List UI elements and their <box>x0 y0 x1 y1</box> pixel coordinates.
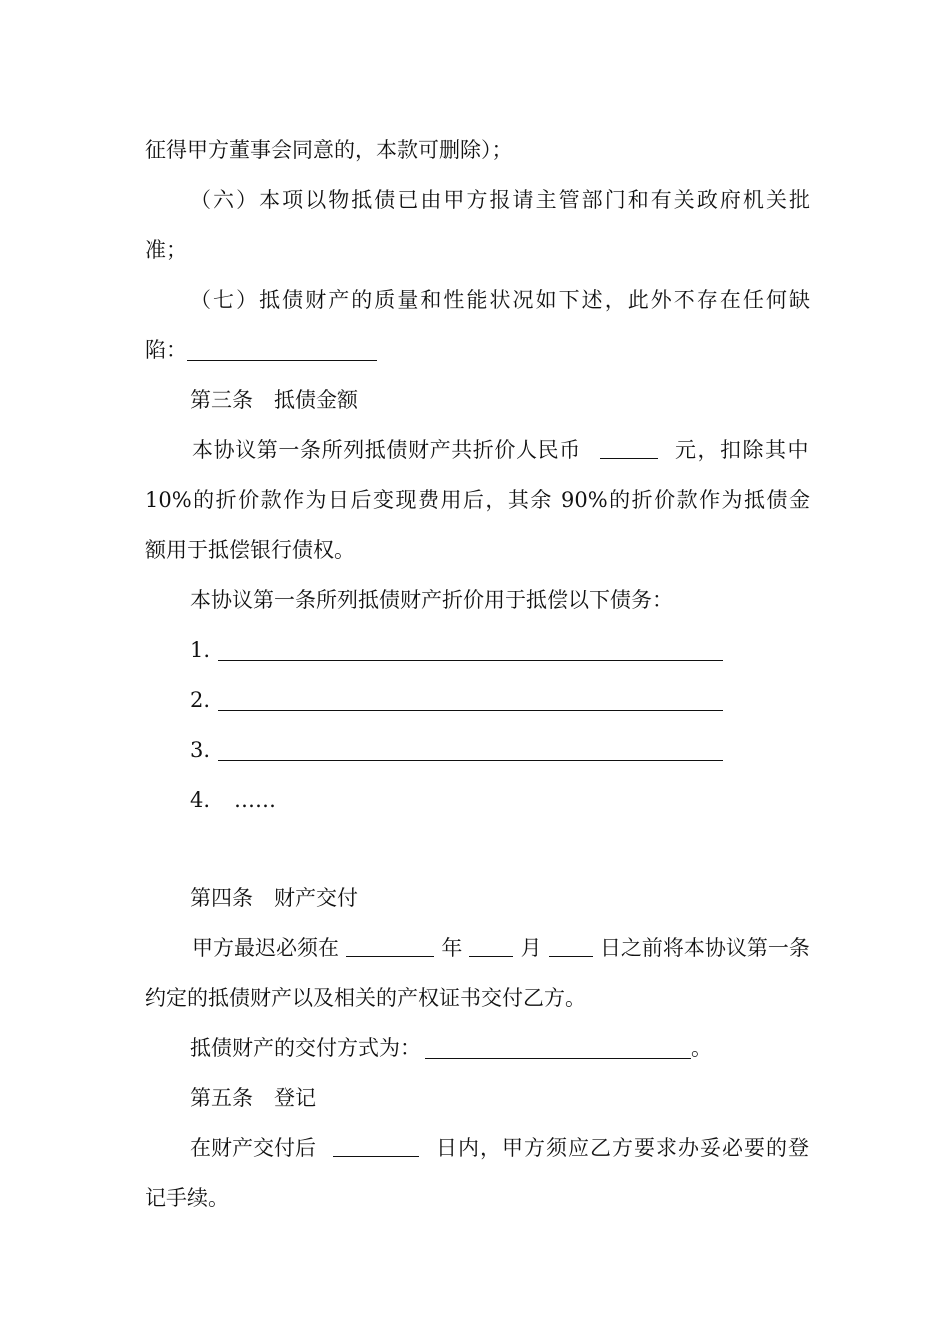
delivery-method-label: 抵债财产的交付方式为： <box>190 1036 421 1060</box>
month-blank <box>469 934 513 957</box>
clause-7-prefix: 陷： <box>145 338 187 362</box>
article-5-line-2: 记手续。 <box>145 1186 229 1210</box>
debt-item <box>190 636 810 664</box>
article-4-day: 日之前将本协议第一条 <box>599 936 810 960</box>
article-4-year: 年 <box>441 936 463 960</box>
debt-blank <box>218 688 723 711</box>
day-blank <box>549 934 593 957</box>
debt-number: 2. <box>190 688 211 712</box>
debt-item <box>190 786 810 814</box>
article-3-text-b: 元，扣除其中 <box>675 438 810 462</box>
debt-blank <box>218 638 723 661</box>
article-3-debts-intro: 本协议第一条所列抵债财产折价用于抵偿以下债务： <box>190 588 673 612</box>
article-4-heading: 第四条 财产交付 <box>190 886 358 910</box>
debt-number: 1. <box>190 638 211 662</box>
article-5-line-1 <box>190 1134 810 1162</box>
article-4-line-2: 约定的抵债财产以及相关的产权证书交付乙方。 <box>145 986 586 1010</box>
debt-number: 3. <box>190 738 211 762</box>
article-3-text-a: 本协议第一条所列抵债财产共折价人民币 <box>192 438 581 462</box>
article-3-line-2: 10%的折价款作为日后变现费用后，其余 90%的折价款作为抵债金 <box>145 488 810 512</box>
clause-6-line-1: （六）本项以物抵债已由甲方报请主管部门和有关政府机关批 <box>190 188 810 212</box>
debt-item <box>190 736 810 764</box>
clause-7-line-2 <box>145 336 810 364</box>
article-3-line-1 <box>192 436 810 464</box>
article-5-text-a: 在财产交付后 <box>190 1136 316 1160</box>
delivery-method-line <box>190 1034 810 1062</box>
article-5-text-b: 日内，甲方须应乙方要求办妥必要的登 <box>436 1136 810 1160</box>
article-3-heading: 第三条 抵债金额 <box>190 388 358 412</box>
paragraph-line: 征得甲方董事会同意的，本款可删除）； <box>145 138 513 162</box>
article-4-month: 月 <box>520 936 542 960</box>
debt-ellipsis: …… <box>234 788 276 812</box>
debt-item <box>190 686 810 714</box>
clause-6-line-2: 准； <box>145 238 187 262</box>
year-blank <box>346 934 434 957</box>
defect-blank <box>187 338 377 361</box>
debt-number: 4. <box>190 788 211 812</box>
article-4-line-1 <box>192 934 810 962</box>
article-3-line-3: 额用于抵偿银行债权。 <box>145 538 355 562</box>
days-blank <box>333 1134 419 1157</box>
delivery-method-blank <box>425 1036 691 1059</box>
article-5-heading: 第五条 登记 <box>190 1086 316 1110</box>
clause-7-line-1: （七）抵债财产的质量和性能状况如下述，此外不存在任何缺 <box>190 288 810 312</box>
delivery-method-suffix: 。 <box>691 1036 712 1060</box>
price-blank <box>600 436 658 459</box>
debt-blank <box>218 738 723 761</box>
article-4-text-a: 甲方最迟必须在 <box>192 936 339 960</box>
